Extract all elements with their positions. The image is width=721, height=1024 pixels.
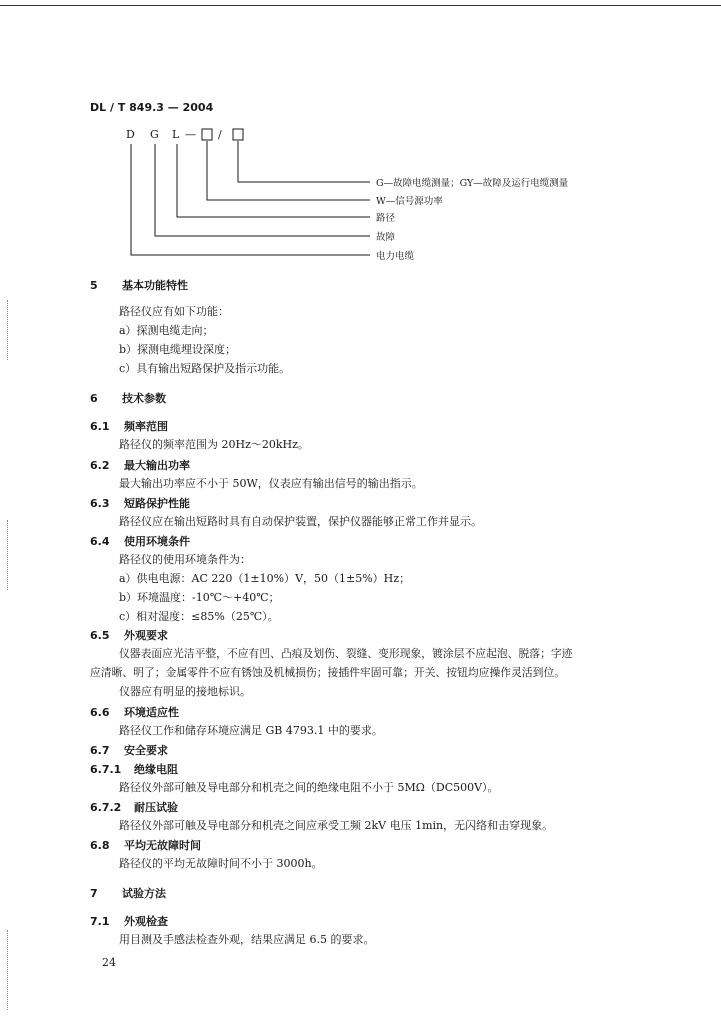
clause-6-1-body: 路径仪的频率范围为 20Hz～20kHz。 (119, 438, 309, 451)
list-item: b）探测电缆埋设深度； (119, 343, 237, 356)
code-box-power (202, 129, 212, 140)
scan-mark (7, 930, 8, 1010)
clause-7-1-body: 用目测及手感法检查外观，结果应满足 6.5 的要求。 (119, 933, 375, 946)
leader-path (177, 144, 370, 217)
leader-fault (155, 144, 370, 236)
legend-type: G—故障电缆测量；GY—故障及运行电缆测量 (376, 178, 569, 189)
clause-6-8-heading: 6.8 平均无故障时间 (90, 839, 201, 852)
code-dash: — (185, 128, 196, 141)
clause-6-2-body: 最大输出功率应不小于 50W，仪表应有输出信号的输出指示。 (119, 477, 423, 490)
section-5-intro: 路径仪应有如下功能： (119, 305, 229, 318)
clause-6-6-heading: 6.6 环境适应性 (90, 706, 179, 719)
scan-mark (7, 300, 8, 360)
page-number: 24 (102, 956, 116, 969)
code-letter-l: L (172, 128, 180, 141)
section-5-heading: 5 基本功能特性 (90, 279, 188, 292)
clause-6-3-heading: 6.3 短路保护性能 (90, 497, 190, 510)
clause-6-8-body: 路径仪的平均无故障时间不小于 3000h。 (119, 857, 323, 870)
code-box-type (233, 129, 243, 140)
section-6-heading: 6 技术参数 (90, 392, 166, 405)
list-item: c）相对湿度：≤85%（25℃）。 (119, 610, 279, 623)
list-item: b）环境温度：-10℃～+40℃； (119, 591, 280, 604)
clause-6-1-heading: 6.1 频率范围 (90, 420, 168, 433)
legend-fault: 故障 (376, 232, 396, 243)
code-slash: / (218, 128, 222, 141)
scan-mark (7, 520, 8, 590)
clause-6-7-1-body: 路径仪外部可触及导电部分和机壳之间的绝缘电阻不小于 5MΩ（DC500V）。 (119, 781, 499, 794)
list-item: c）具有输出短路保护及指示功能。 (119, 362, 291, 375)
code-letter-g: G (150, 128, 159, 141)
clause-6-7-2-heading: 6.7.2 耐压试验 (90, 801, 178, 814)
code-letter-d: D (126, 128, 135, 141)
clause-6-4-heading: 6.4 使用环境条件 (90, 535, 190, 548)
clause-6-6-body: 路径仪工作和储存环境应满足 GB 4793.1 中的要求。 (119, 724, 383, 737)
clause-6-5-line-2: 应清晰、明了；金属零件不应有锈蚀及机械损伤；接插件牢固可靠；开关、按钮均应操作灵活到位。 (90, 666, 566, 679)
list-item: a）探测电缆走向； (119, 324, 214, 337)
clause-6-5-line-1: 仪器表面应光洁平整，不应有凹、凸痕及划伤、裂缝、变形现象，镀涂层不应起泡、脱落；字迹 (119, 647, 573, 660)
clause-6-3-body: 路径仪应在输出短路时具有自动保护装置，保护仪器能够正常工作并显示。 (119, 515, 482, 528)
standard-number: DL / T 849.3 — 2004 (90, 101, 214, 114)
clause-6-7-2-body: 路径仪外部可触及导电部分和机壳之间应承受工频 2kV 电压 1min，无闪络和击穿现象。 (119, 819, 554, 832)
legend-power: W—信号源功率 (376, 196, 443, 207)
clause-6-4-body: 路径仪的使用环境条件为： (119, 553, 251, 566)
legend-path: 路径 (376, 213, 396, 224)
section-7-heading: 7 试验方法 (90, 887, 166, 900)
clause-7-1-heading: 7.1 外观检查 (90, 915, 168, 928)
clause-6-5-heading: 6.5 外观要求 (90, 629, 168, 642)
designation-leader-lines (0, 0, 721, 270)
leader-power (207, 141, 370, 200)
clause-6-5-line-3: 仪器应有明显的接地标识。 (119, 685, 251, 698)
clause-6-7-1-heading: 6.7.1 绝缘电阻 (90, 763, 178, 776)
leader-type (238, 141, 370, 182)
legend-cable: 电力电缆 (376, 251, 415, 262)
clause-6-2-heading: 6.2 最大输出功率 (90, 459, 190, 472)
list-item: a）供电电源：AC 220（1±10%）V，50（1±5%）Hz； (119, 572, 411, 585)
clause-6-7-heading: 6.7 安全要求 (90, 744, 168, 757)
